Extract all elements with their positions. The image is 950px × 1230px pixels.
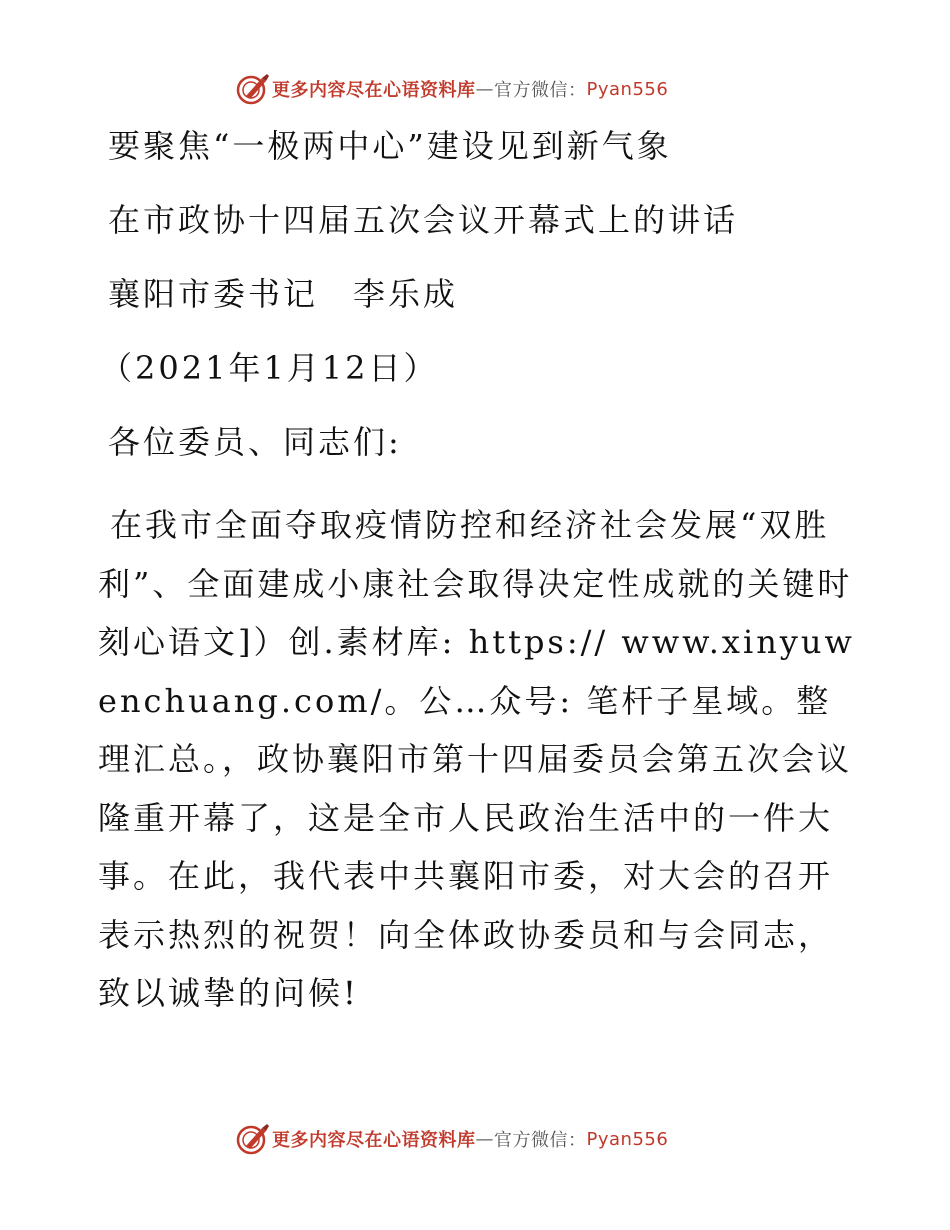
watermark-account: Pyan556 (586, 1128, 669, 1150)
document-salutation: 各位委员、同志们: (108, 423, 402, 461)
pen-nib-logo-icon (236, 1122, 270, 1156)
pen-nib-logo-icon (236, 72, 270, 106)
document-subtitle: 在市政协十四届五次会议开幕式上的讲话 (108, 201, 739, 239)
watermark-account: Pyan556 (586, 78, 669, 100)
watermark-label: 官方微信： (494, 80, 587, 101)
footer-watermark (236, 1122, 668, 1156)
watermark-label: 官方微信： (494, 1130, 587, 1151)
watermark-separator: — (475, 78, 494, 100)
header-watermark (236, 72, 668, 106)
watermark-main-text: 更多内容尽在心语资料库 (272, 80, 476, 101)
watermark-separator: — (475, 1128, 494, 1150)
document-title: 要聚焦“一极两中心”建设见到新气象 (108, 127, 672, 165)
document-date: （2021年1月12日） (100, 349, 439, 387)
document-author: 襄阳市委书记 李乐成 (108, 275, 459, 313)
watermark-main-text: 更多内容尽在心语资料库 (272, 1130, 476, 1151)
document-paragraph: 在我市全面夺取疫情防控和经济社会发展“双胜利”、全面建成小康社会取得决定性成就的关键时刻心语文]）创.素材库: https:// www.xinyuwenchuang.com/。公…众号: 笔杆子星域。整理汇总。，政协襄阳市第十四届委员会第五次会议隆重开幕了，这是全市人民政治生活中的一件大事。在此，我代表中共襄阳市委，对大会的召开表示热烈的祝贺！向全体政协委员和与会同志，致以诚挚的问候! (98, 506, 855, 1012)
